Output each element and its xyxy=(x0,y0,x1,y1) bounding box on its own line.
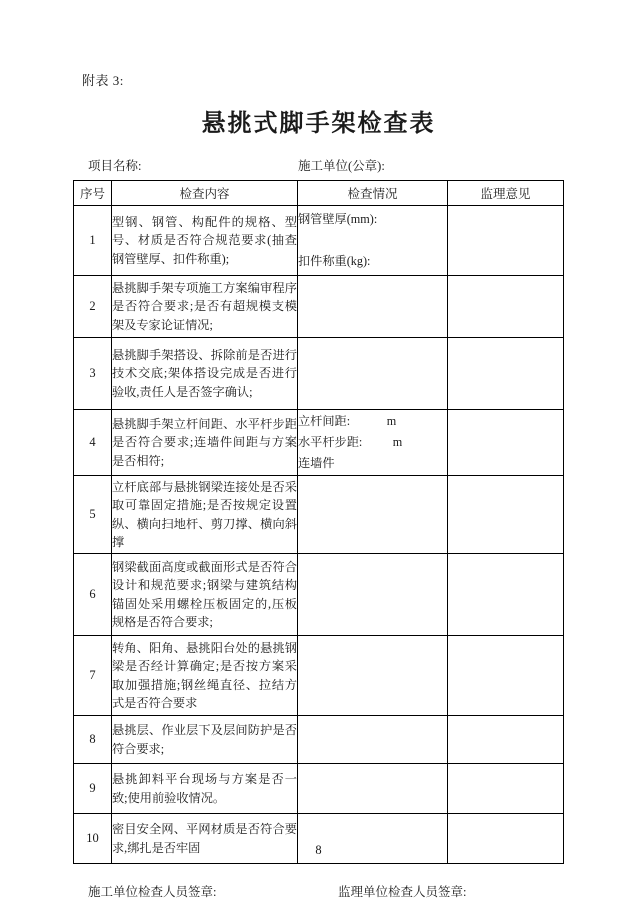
table-row xyxy=(74,338,564,410)
supervision-signature-label: 监理单位检查人员签章: xyxy=(338,885,467,899)
row-situation[interactable] xyxy=(298,476,448,554)
row-opinion[interactable] xyxy=(448,338,564,410)
row-content: 钢梁截面高度或截面形式是否符合设计和规范要求;钢梁与建筑结构锚固处采用螺栓压板固定的,压板规格是否符合要求; xyxy=(112,554,298,636)
table-row xyxy=(74,476,564,554)
page-number: 8 xyxy=(315,843,322,857)
table-row xyxy=(74,276,564,338)
row-content: 悬挑脚手架搭设、拆除前是否进行技术交底;架体搭设完成是否进行验收,责任人是否签字确认; xyxy=(112,338,298,410)
row-situation[interactable] xyxy=(298,410,448,476)
table-row xyxy=(74,764,564,814)
situation-line: 钢管壁厚(mm): xyxy=(298,212,378,227)
row-content: 悬挑脚手架立杆间距、水平杆步距是否符合要求;连墙件间距与方案是否相符; xyxy=(112,410,298,476)
situation-line: 扣件称重(kg): xyxy=(298,253,371,268)
row-situation[interactable] xyxy=(298,764,448,814)
row-opinion[interactable] xyxy=(448,206,564,276)
column-header-no: 序号 xyxy=(74,181,112,206)
row-no: 4 xyxy=(74,410,112,476)
column-header-opinion: 监理意见 xyxy=(448,181,564,206)
construction-signature-label: 施工单位检查人员签章: xyxy=(88,885,217,899)
row-opinion[interactable] xyxy=(448,476,564,554)
table-row xyxy=(74,716,564,764)
row-no: 8 xyxy=(74,716,112,764)
situation-line: 水平杆步距: m xyxy=(298,435,403,450)
row-situation[interactable] xyxy=(298,554,448,636)
attachment-label: 附表 3: xyxy=(82,73,124,88)
row-no: 3 xyxy=(74,338,112,410)
project-name-label: 项目名称: xyxy=(88,159,142,173)
row-situation[interactable] xyxy=(298,716,448,764)
row-situation[interactable] xyxy=(298,206,448,276)
row-opinion[interactable] xyxy=(448,554,564,636)
row-content: 悬挑脚手架专项施工方案编审程序是否符合要求;是否有超规模支模架及专家论证情况; xyxy=(112,276,298,338)
situation-line xyxy=(298,230,447,251)
row-opinion[interactable] xyxy=(448,636,564,716)
table-row xyxy=(74,410,564,476)
construction-unit-label: 施工单位(公章): xyxy=(298,159,385,173)
inspection-table xyxy=(73,180,564,864)
row-content: 立杆底部与悬挑钢梁连接处是否采取可靠固定措施;是否按规定设置纵、横向扫地杆、剪刀撑、横向斜撑 xyxy=(112,476,298,554)
row-no: 10 xyxy=(74,814,112,864)
table-row xyxy=(74,206,564,276)
situation-line: 立杆间距: m xyxy=(298,414,397,429)
row-content: 悬挑层、作业层下及层间防护是否符合要求; xyxy=(112,716,298,764)
row-opinion[interactable] xyxy=(448,764,564,814)
row-no: 2 xyxy=(74,276,112,338)
row-content: 密目安全网、平网材质是否符合要求,绑扎是否牢固 xyxy=(112,814,298,864)
row-content: 悬挑卸料平台现场与方案是否一致;使用前验收情况。 xyxy=(112,764,298,814)
table-row xyxy=(74,554,564,636)
row-no: 6 xyxy=(74,554,112,636)
row-content: 型钢、钢管、构配件的规格、型号、材质是否符合规范要求(抽查钢管壁厚、扣件称重); xyxy=(112,206,298,276)
row-situation[interactable] xyxy=(298,276,448,338)
row-situation[interactable] xyxy=(298,636,448,716)
row-no: 5 xyxy=(74,476,112,554)
situation-line: 连墙件 xyxy=(298,455,335,470)
page-title: 悬挑式脚手架检查表 xyxy=(201,111,436,137)
table-row xyxy=(74,636,564,716)
table-header-row xyxy=(74,181,564,206)
row-no: 7 xyxy=(74,636,112,716)
row-content: 转角、阳角、悬挑阳台处的悬挑钢梁是否经计算确定;是否按方案采取加强措施;钢丝绳直径、拉结方式是否符合要求 xyxy=(112,636,298,716)
row-situation[interactable] xyxy=(298,338,448,410)
row-opinion[interactable] xyxy=(448,410,564,476)
row-no: 9 xyxy=(74,764,112,814)
row-no: 1 xyxy=(74,206,112,276)
meta-row xyxy=(60,156,577,174)
row-opinion[interactable] xyxy=(448,276,564,338)
signature-row xyxy=(60,882,577,900)
row-opinion[interactable] xyxy=(448,716,564,764)
column-header-content: 检查内容 xyxy=(112,181,298,206)
column-header-situation: 检查情况 xyxy=(298,181,448,206)
